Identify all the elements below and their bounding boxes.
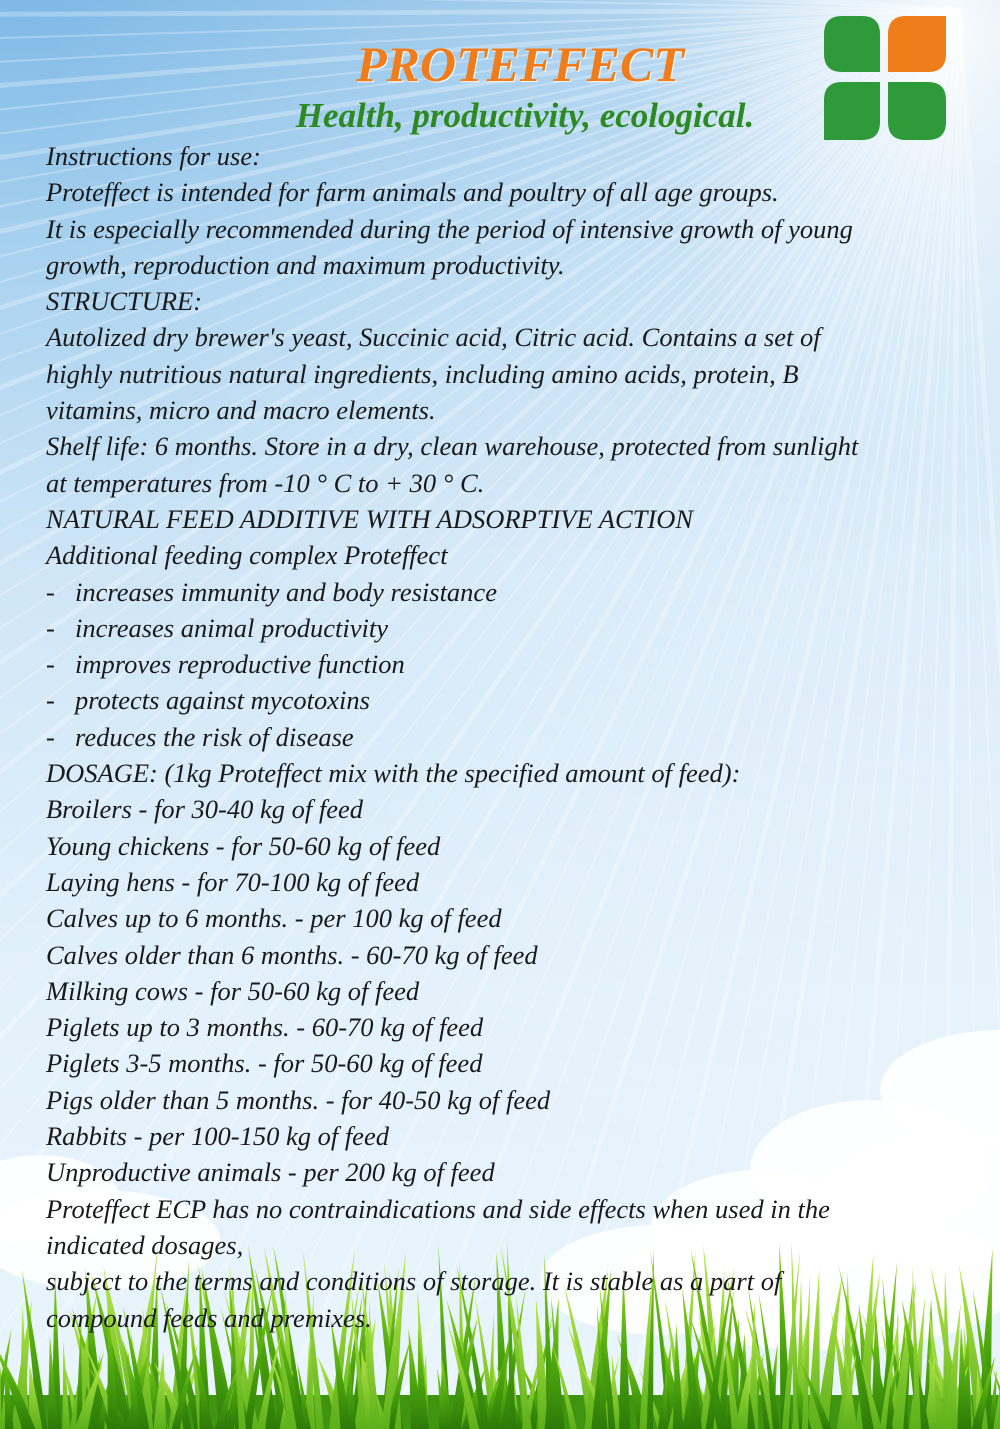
- closing-line: indicated dosages,: [46, 1229, 244, 1260]
- structure-line: Autolized dry brewer's yeast, Succinic acid, Citric acid. Contains a set of: [46, 322, 821, 353]
- shelf-life-line: at temperatures from -10 ° C to + 30 ° C.: [46, 467, 485, 498]
- logo-leaf-green-3: [888, 82, 946, 140]
- product-title: PROTEFFECT: [356, 36, 684, 92]
- benefit-text: improves reproductive function: [75, 649, 405, 680]
- dosage-item: Unproductive animals - per 200 kg of feed: [46, 1157, 495, 1188]
- intro-line: Proteffect is intended for farm animals and poultry of all age groups.: [46, 177, 779, 208]
- instructions-heading: Instructions for use:: [46, 141, 261, 171]
- instructions-body: [46, 138, 976, 1336]
- dosage-item: Piglets 3-5 months. - for 50-60 kg of feed: [46, 1048, 483, 1079]
- benefit-text: increases animal productivity: [75, 612, 389, 643]
- complex-intro: Additional feeding complex Proteffect: [46, 540, 448, 571]
- intro-line: It is especially recommended during the period of intensive growth of young: [46, 213, 853, 244]
- benefit-item: - increases immunity and body resistance: [46, 576, 497, 607]
- closing-line: subject to the terms and conditions of storage. It is stable as a part of: [46, 1266, 782, 1297]
- benefit-item: - reduces the risk of disease: [46, 721, 354, 752]
- structure-heading: STRUCTURE:: [46, 286, 203, 317]
- dosage-item: Piglets up to 3 months. - 60-70 kg of feed: [46, 1012, 484, 1043]
- dosage-item: Young chickens - for 50-60 kg of feed: [46, 830, 441, 861]
- product-tagline: Health, productivity, ecological.: [295, 96, 755, 135]
- dosage-item: Calves up to 6 months. - per 100 kg of feed: [46, 903, 502, 934]
- benefit-item: - protects against mycotoxins: [46, 685, 370, 716]
- closing-line: compound feeds and premixes.: [46, 1302, 372, 1333]
- logo-leaf-green-1: [824, 16, 880, 72]
- dosage-item: Calves older than 6 months. - 60-70 kg of feed: [46, 939, 538, 970]
- dosage-item: Pigs older than 5 months. - for 40-50 kg of feed: [46, 1084, 551, 1115]
- additive-heading: NATURAL FEED ADDITIVE WITH ADSORPTIVE ACTION: [46, 503, 694, 534]
- dosage-item: Broilers - for 30-40 kg of feed: [46, 794, 363, 825]
- benefit-text: reduces the risk of disease: [75, 721, 354, 752]
- dosage-item: Laying hens - for 70-100 kg of feed: [46, 866, 420, 897]
- structure-line: vitamins, micro and macro elements.: [46, 395, 436, 426]
- dosage-heading: DOSAGE: (1kg Proteffect mix with the specified amount of feed):: [46, 758, 741, 789]
- logo-leaf-orange: [888, 16, 946, 72]
- benefit-item: - improves reproductive function: [46, 649, 405, 680]
- shelf-life-line: Shelf life: 6 months. Store in a dry, clean warehouse, protected from sunlight: [46, 431, 859, 462]
- benefit-text: increases immunity and body resistance: [75, 576, 497, 607]
- benefit-text: protects against mycotoxins: [75, 685, 370, 716]
- benefit-item: - increases animal productivity: [46, 612, 389, 643]
- dosage-item: Rabbits - per 100-150 kg of feed: [46, 1121, 389, 1152]
- closing-line: Proteffect ECP has no contraindications and side effects when used in the: [46, 1193, 830, 1224]
- structure-line: highly nutritious natural ingredients, including amino acids, protein, B: [46, 358, 799, 389]
- intro-line: growth, reproduction and maximum productivity.: [46, 249, 565, 280]
- dosage-item: Milking cows - for 50-60 kg of feed: [46, 975, 420, 1006]
